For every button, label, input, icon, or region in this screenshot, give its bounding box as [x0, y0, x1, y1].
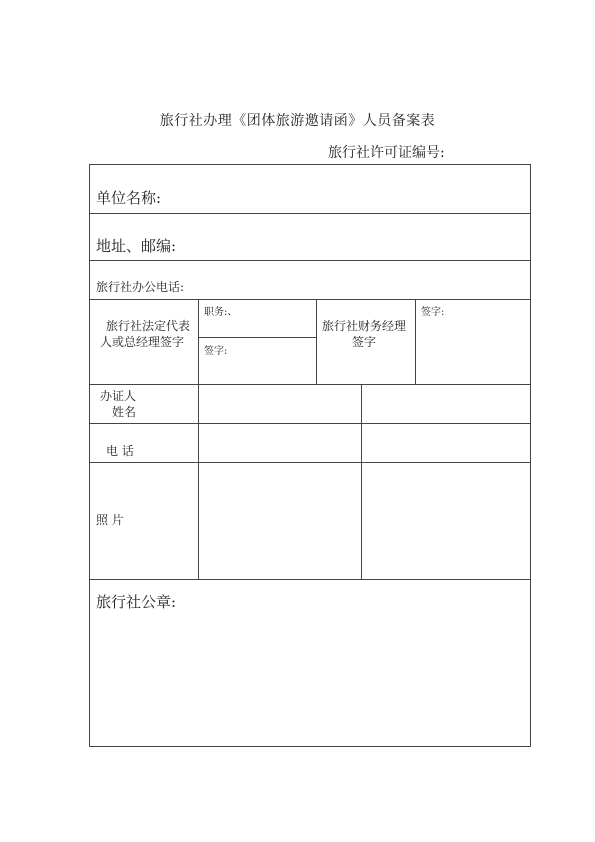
position-label: 职务:、 — [204, 307, 238, 318]
row-divider-tel — [90, 462, 530, 463]
row-divider-address — [90, 260, 530, 261]
license-number-label: 旅行社许可证编号: — [328, 145, 445, 161]
col-divider-lower-2 — [361, 384, 362, 579]
legal-rep-label-line2: 人或总经理签字 — [100, 335, 185, 349]
row-divider-phone — [90, 299, 530, 300]
photo-label: 照 片 — [96, 513, 124, 527]
address-postcode-label: 地址、邮编: — [96, 237, 177, 255]
col-divider-lower-1 — [198, 384, 199, 579]
col-divider-signatures-2 — [316, 299, 317, 384]
phone-label: 电 话 — [106, 444, 134, 458]
form-title: 旅行社办理《团体旅游邀请函》人员备案表 — [159, 113, 436, 129]
signature-label-left: 签字: — [204, 346, 228, 357]
legal-rep-label-line1: 旅行社法定代表 — [106, 319, 191, 333]
row-divider-unit — [90, 213, 530, 214]
filing-form-table — [89, 164, 531, 747]
position-signature-divider — [198, 337, 316, 338]
agency-seal-label: 旅行社公章: — [96, 593, 177, 611]
handler-name-label-line1: 办证人 — [100, 389, 137, 403]
col-divider-signatures-3 — [415, 299, 416, 384]
finance-manager-label-line2: 签字 — [352, 335, 377, 349]
finance-manager-label-line1: 旅行社财务经理 — [322, 319, 407, 333]
handler-name-label-line2: 姓名 — [112, 405, 137, 419]
office-phone-label: 旅行社办公电话: — [96, 280, 185, 294]
signature-label-right: 签字: — [421, 307, 445, 318]
unit-name-label: 单位名称: — [96, 189, 162, 207]
row-divider-signatures — [90, 384, 530, 385]
row-divider-photo — [90, 579, 530, 580]
col-divider-signatures-1 — [198, 299, 199, 384]
row-divider-handler — [90, 423, 530, 424]
